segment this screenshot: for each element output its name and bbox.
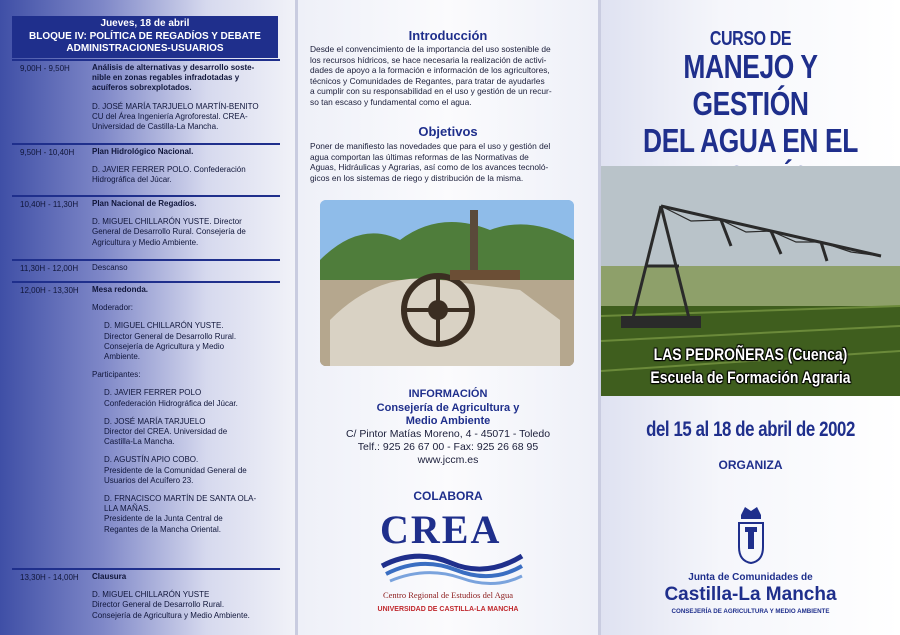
speaker-role: Universidad de Castilla-La Mancha.	[92, 122, 219, 132]
participant-role: Presidente de la Junta Central de	[104, 514, 223, 524]
session-title: Análisis de alternativas y desarrollo soste-	[92, 63, 255, 72]
schedule-time: 10,40H - 11,30H	[20, 200, 79, 209]
objectives-line: Poner de manifiesto las novedades que para el uso y gestión del	[310, 141, 551, 151]
moderator-role: Director General de Desarrollo Rural.	[104, 331, 237, 341]
schedule-block-subtitle: ADMINISTRACIONES-USUARIOS	[66, 43, 224, 54]
crea-logo-text: CREA	[380, 507, 502, 552]
coat-of-arms-icon	[735, 503, 767, 565]
schedule-row	[12, 59, 280, 141]
schedule-day: Jueves, 18 de abril	[100, 18, 190, 29]
organiza-label: ORGANIZA	[718, 458, 783, 472]
participant-role: Director del CREA. Universidad de	[104, 427, 228, 437]
schedule-block-title: BLOQUE IV: POLÍTICA DE REGADÍOS Y DEBATE	[29, 30, 261, 42]
moderator-label: Moderador:	[92, 303, 133, 313]
consejeria-label: CONSEJERÍA DE AGRICULTURA Y MEDIO AMBIENTE	[671, 608, 830, 615]
speaker: D. JOSÉ MARÍA TARJUELO MARTÍN-BENITO	[92, 101, 259, 111]
objectives-line: agua comportan las últimas reformas de las Normativas de	[310, 151, 529, 162]
participant-role: Confederación Hidrográfica del Júcar.	[104, 398, 238, 408]
speaker: D. JAVIER FERRER POLO. Confederación	[92, 165, 246, 175]
waterwheel-photo	[320, 200, 574, 366]
venue-school: Escuela de Formación Agraria	[650, 368, 851, 387]
participant-name: D. FRNACISCO MARTÍN DE SANTA OLA-	[104, 494, 257, 504]
info-phone: Telf.: 925 26 67 00 - Fax: 925 26 68 95	[357, 441, 539, 453]
schedule-row	[12, 195, 280, 259]
schedule-row	[12, 568, 280, 630]
objectives-text	[310, 141, 588, 183]
waterwheel-illustration	[320, 200, 574, 366]
speaker-role: Hidrográfica del Júcar.	[92, 175, 172, 185]
session-title: Plan Nacional de Regadíos.	[92, 199, 197, 208]
venue-town: LAS PEDROÑERAS (Cuenca)	[653, 345, 848, 364]
schedule-row	[12, 143, 280, 197]
session-title: Descanso	[92, 263, 128, 272]
cover-panel	[601, 0, 900, 635]
schedule-content	[92, 147, 282, 186]
schedule-time: 12,00H - 13,30H	[20, 286, 79, 295]
participant-name: D. JOSÉ MARÍA TARJUELO	[104, 416, 206, 426]
speaker-role: CU del Área Ingeniería Agroforestal. CREA-	[92, 111, 248, 121]
intro-title: Introducción	[408, 28, 488, 43]
speaker-role: General de Desarrollo Rural. Consejería de	[92, 227, 246, 237]
schedule-time: 9,50H - 10,40H	[20, 148, 75, 157]
speaker: D. MIGUEL CHILLARÓN YUSTE	[92, 590, 210, 600]
speaker-role: Consejería de Agricultura y Medio Ambiente.	[92, 610, 250, 620]
crea-name: Centro Regional de Estudios del Agua	[382, 590, 514, 600]
schedule-content	[92, 63, 282, 132]
moderator-name: D. MIGUEL CHILLARÓN YUSTE.	[104, 321, 224, 331]
schedule-row	[12, 281, 280, 568]
intro-line: dades de apoyo a la formación e información de los agricultores,	[310, 65, 550, 76]
participant-role: Usuarios del Acuífero 23.	[104, 475, 194, 485]
schedule-header	[12, 16, 278, 58]
colabora-label: COLABORA	[413, 489, 483, 503]
participant	[92, 455, 282, 486]
schedule-time: 13,30H - 14,00H	[20, 573, 79, 582]
info-website: www.jccm.es	[417, 454, 479, 466]
crea-logo	[376, 508, 526, 588]
participant	[92, 494, 282, 535]
moderator-role: Consejería de Agricultura y Medio	[104, 341, 225, 351]
course-dates: del 15 al 18 de abril de 2002	[646, 418, 855, 441]
schedule-time: 11,30H - 12,00H	[20, 264, 79, 273]
schedule-time: 9,00H - 9,50H	[20, 64, 70, 73]
info-contact	[298, 428, 598, 467]
shield-icon	[735, 503, 767, 565]
participant-name: LLA MAÑAS.	[104, 504, 151, 514]
session-title: Clausura	[92, 572, 127, 581]
schedule-content	[92, 199, 282, 248]
info-title: INFORMACIÓN	[408, 388, 488, 400]
speaker-role: Agricultura y Medio Ambiente.	[92, 237, 199, 247]
intro-line: a cumplir con su responsabilidad en el uso y gestión de un recur-	[310, 86, 552, 97]
info-org-line: Medio Ambiente	[405, 415, 491, 427]
intro-line: los recursos hídricos, se hace necesaria la realización de activi-	[310, 54, 547, 65]
session-title: nible en zonas regables infradotadas y	[92, 73, 240, 83]
participant	[92, 417, 282, 448]
schedule-content	[92, 263, 282, 273]
participant-role: Castilla-La Mancha.	[104, 437, 175, 447]
region-name: Castilla-La Mancha	[664, 584, 837, 605]
intro-line: so tan escaso y fundamental como el agua.	[310, 96, 472, 107]
session-title: Mesa redonda.	[92, 285, 149, 294]
course-label: CURSO DE	[709, 28, 792, 50]
speaker-role: Director General de Desarrollo Rural.	[92, 600, 225, 610]
speaker: D. MIGUEL CHILLARÓN YUSTE. Director	[92, 217, 242, 227]
crea-university: UNIVERSIDAD DE CASTILLA-LA MANCHA	[377, 606, 519, 613]
participants-label: Participantes:	[92, 370, 141, 380]
objectives-line: Aguas, Hidráulicas y Agrarias, así como de los avances tecnoló-	[310, 162, 549, 173]
schedule-row	[12, 259, 280, 281]
course-title-line: DEL AGUA EN EL	[643, 122, 858, 159]
objectives-line: gicos en los sistemas de riego y distribución de la misma.	[310, 172, 524, 183]
moderator-role: Ambiente.	[104, 352, 141, 362]
participant-name: D. JAVIER FERRER POLO	[104, 388, 202, 398]
intro-line: Desde el convencimiento de la importancia del uso sostenible de	[310, 44, 551, 54]
intro-line: técnicos y Comunidades de Regantes, para tratar de ayudarles	[310, 75, 545, 86]
info-panel	[298, 0, 598, 635]
info-organization	[298, 402, 598, 428]
schedule-panel	[0, 0, 295, 635]
participant-role: Regantes de la Mancha Oriental.	[104, 524, 221, 534]
course-title-line: MANEJO Y GESTIÓN	[683, 48, 818, 122]
schedule-content	[92, 285, 282, 535]
moderator	[92, 321, 282, 362]
session-title: Plan Hidrológico Nacional.	[92, 147, 194, 156]
participant-role: Presidente de la Comunidad General de	[104, 465, 247, 475]
schedule-content	[92, 572, 282, 621]
participant-name: D. AGUSTÍN APIO COBO.	[104, 455, 199, 465]
info-address: C/ Pintor Matías Moreno, 4 - 45071 - Toledo	[345, 428, 551, 440]
participant	[92, 388, 282, 408]
objectives-title: Objetivos	[418, 124, 478, 139]
info-org-line: Consejería de Agricultura y	[376, 402, 520, 414]
intro-text	[310, 44, 588, 108]
session-title: acuíferos sobrexplotados.	[92, 83, 192, 93]
junta-label: Junta de Comunidades de	[688, 572, 813, 583]
